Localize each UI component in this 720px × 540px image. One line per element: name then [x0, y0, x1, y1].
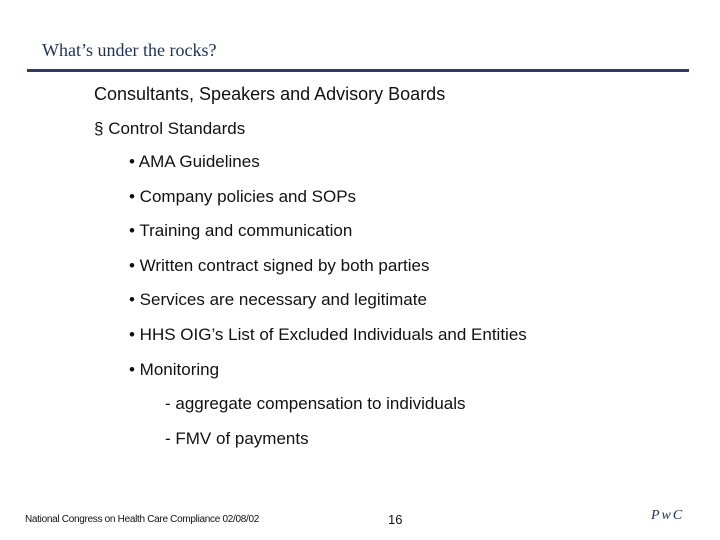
control-standards-item: [94, 119, 245, 139]
section-heading: Consultants, Speakers and Advisory Boards: [94, 84, 446, 104]
slide-title: What’s under the rocks?: [42, 40, 217, 60]
bullet-item: • AMA Guidelines: [129, 152, 260, 171]
bullet-item: • HHS OIG’s List of Excluded Individuals and Entities: [129, 324, 527, 344]
sub-bullet-item: - FMV of payments: [165, 428, 309, 448]
bullet-list: [129, 151, 527, 393]
pwc-logo: PwC: [651, 508, 685, 523]
bullet-item: • Monitoring: [129, 359, 220, 379]
bullet-item: • Written contract signed by both parties: [129, 255, 430, 275]
control-standards-label: Control Standards: [108, 119, 246, 138]
bullet-item: • Company policies and SOPs: [129, 186, 357, 206]
bullet-item: • Services are necessary and legitimate: [129, 290, 427, 310]
section-marker-icon: §: [94, 119, 104, 138]
bullet-item: • Training and communication: [129, 221, 353, 241]
footer-text: National Congress on Health Care Compliance 02/08/02: [25, 514, 259, 525]
page-number: 16: [388, 512, 403, 527]
monitoring-sub-list: [165, 393, 466, 462]
sub-bullet-item: - aggregate compensation to individuals: [165, 394, 466, 413]
title-divider: [27, 69, 689, 72]
